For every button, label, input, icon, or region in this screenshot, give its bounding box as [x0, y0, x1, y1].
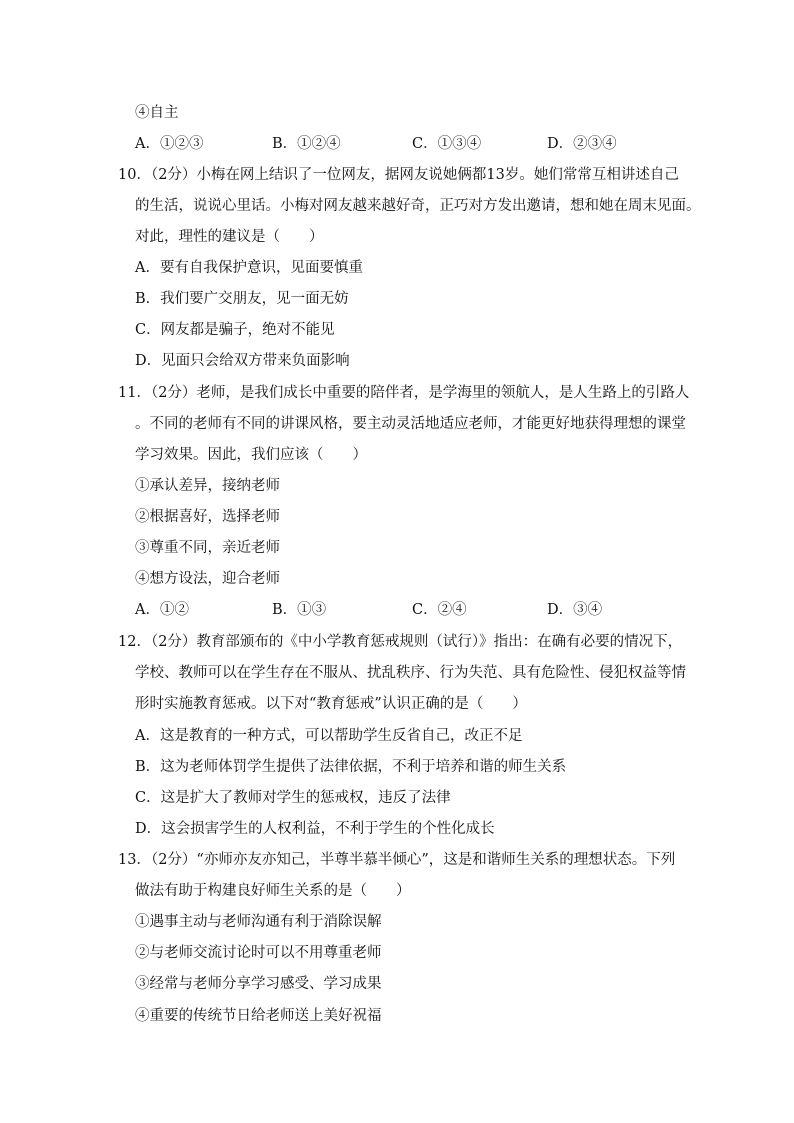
q11-item-3: ③尊重不同，亲近老师 [135, 540, 280, 556]
q9-option-c: C．①③④ [412, 136, 482, 152]
q9-option-d: D．②③④ [547, 136, 617, 152]
q12-stem-line-1: 12．（2分）教育部颁布的《中小学教育惩戒规则（试行）》指出：在确有必要的情况下， [118, 634, 683, 650]
q9-option-b: B．①②④ [272, 136, 341, 152]
q12-option-c: C．这是扩大了教师对学生的惩戒权，违反了法律 [135, 790, 451, 806]
q12-stem-line-2: 学校、教师可以在学生存在不服从、扰乱秩序、行为失范、具有危险性、侵犯权益等情 [135, 665, 686, 681]
q10-option-d: D．见面只会给双方带来负面影响 [135, 353, 350, 369]
q9-option-a: A．①②③ [135, 136, 204, 152]
q11-option-a: A．①② [135, 602, 189, 618]
q13-item-4: ④重要的传统节日给老师送上美好祝福 [135, 1008, 382, 1024]
q11-item-4: ④想方设法，迎合老师 [135, 571, 280, 587]
q12-option-b: B．这为老师体罚学生提供了法律依据，不利于培养和谐的师生关系 [135, 759, 567, 775]
q10-stem-line-1: 10．（2分）小梅在网上结识了一位网友，据网友说她俩都13岁。她们常常互相讲述自己 [118, 167, 679, 183]
q11-option-c: C．②④ [412, 602, 467, 618]
q12-option-a: A．这是教育的一种方式，可以帮助学生反省自己，改正不足 [135, 728, 523, 744]
q10-option-b: B．我们要广交朋友，见一面无妨 [135, 291, 349, 307]
q11-stem-line-3: 学习效果。因此，我们应该（ ） [135, 447, 367, 463]
q13-item-1: ①遇事主动与老师沟通有利于消除误解 [135, 914, 382, 930]
q13-stem-line-1: 13．（2分）“亦师亦友亦知己，半尊半慕半倾心”，这是和谐师生关系的理想状态。下列 [118, 852, 676, 868]
q10-stem-line-2: 的生活，说说心里话。小梅对网友越来越好奇，正巧对方发出邀请，想和她在周末见面。 [135, 198, 701, 214]
q11-option-b: B．①③ [272, 602, 327, 618]
q13-item-2: ②与老师交流讨论时可以不用尊重老师 [135, 945, 382, 961]
q13-item-3: ③经常与老师分享学习感受、学习成果 [135, 976, 382, 992]
q11-item-2: ②根据喜好，选择老师 [135, 509, 280, 525]
q11-option-d: D．③④ [547, 602, 603, 618]
q10-option-c: C．网友都是骗子，绝对不能见 [135, 322, 335, 338]
q11-item-1: ①承认差异，接纳老师 [135, 478, 280, 494]
q11-stem-line-2: 。不同的老师有不同的讲课风格，要主动灵活地适应老师，才能更好地获得理想的课堂 [135, 416, 686, 432]
q12-stem-line-3: 形时实施教育惩戒。以下对“教育惩戒”认识正确的是（ ） [135, 696, 527, 712]
q11-stem-line-1: 11．（2分）老师，是我们成长中重要的陪伴者，是学海里的领航人，是人生路上的引路人 [118, 385, 690, 401]
q9-item-4: ④自主 [135, 105, 179, 121]
q13-stem-line-2: 做法有助于构建良好师生关系的是（ ） [135, 883, 411, 899]
q12-option-d: D．这会损害学生的人权利益，不利于学生的个性化成长 [135, 821, 495, 837]
q10-stem-line-3: 对此，理性的建议是（ ） [135, 229, 324, 245]
q10-option-a: A．要有自我保护意识，见面要慎重 [135, 260, 363, 276]
